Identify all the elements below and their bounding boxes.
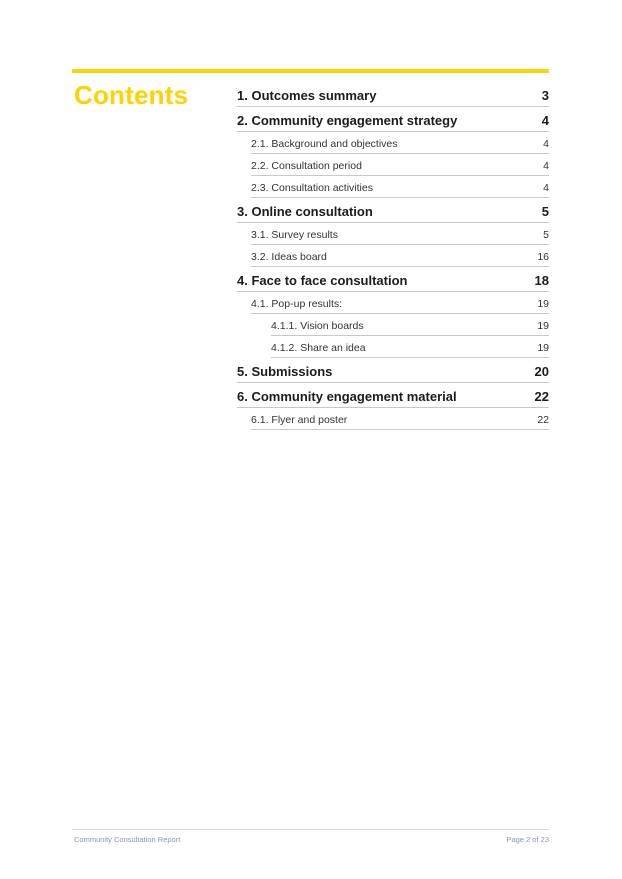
toc-entry[interactable] <box>237 358 549 383</box>
toc-entry-label: 2.2. Consultation period <box>251 160 362 172</box>
toc-entry-page: 4 <box>543 182 549 194</box>
toc-entry[interactable] <box>251 223 549 245</box>
toc-entry-label: 4.1.2. Share an idea <box>271 342 366 354</box>
toc-entry-label: 3. Online consultation <box>237 204 373 219</box>
toc-entry-label: 3.2. Ideas board <box>251 251 327 263</box>
table-of-contents <box>237 82 549 430</box>
toc-entry-page: 5 <box>541 204 549 219</box>
toc-entry[interactable] <box>251 408 549 430</box>
toc-entry-page: 18 <box>534 273 549 288</box>
toc-entry-label: 6.1. Flyer and poster <box>251 414 348 426</box>
toc-entry-label: 5. Submissions <box>237 364 333 379</box>
toc-entry[interactable] <box>237 82 549 107</box>
toc-entry[interactable] <box>251 176 549 198</box>
toc-entry-label: 4. Face to face consultation <box>237 273 408 288</box>
toc-entry[interactable] <box>251 132 549 154</box>
footer-page-number: Page 2 of 23 <box>506 835 549 844</box>
toc-entry-page: 20 <box>534 364 549 379</box>
toc-entry-label: 6. Community engagement material <box>237 389 457 404</box>
footer-divider <box>72 829 549 830</box>
toc-entry-page: 19 <box>537 320 549 332</box>
toc-entry-page: 22 <box>534 389 549 404</box>
toc-entry[interactable] <box>251 292 549 314</box>
toc-entry-label: 4.1.1. Vision boards <box>271 320 364 332</box>
toc-entry[interactable] <box>251 245 549 267</box>
toc-entry-label: 2.1. Background and objectives <box>251 138 398 150</box>
toc-entry[interactable] <box>237 198 549 223</box>
toc-entry-page: 4 <box>543 160 549 172</box>
toc-entry-label: 1. Outcomes summary <box>237 88 377 103</box>
toc-entry[interactable] <box>251 154 549 176</box>
toc-entry-label: 2. Community engagement strategy <box>237 113 458 128</box>
toc-entry-page: 19 <box>537 342 549 354</box>
toc-entry-label: 2.3. Consultation activities <box>251 182 373 194</box>
toc-entry-page: 19 <box>537 298 549 310</box>
page-title: Contents <box>74 80 189 110</box>
top-accent-rule <box>72 69 549 73</box>
toc-entry[interactable] <box>237 267 549 292</box>
toc-entry-page: 22 <box>537 414 549 426</box>
toc-entry-page: 16 <box>537 251 549 263</box>
toc-entry[interactable] <box>271 336 549 358</box>
toc-entry[interactable] <box>271 314 549 336</box>
toc-entry-page: 4 <box>541 113 549 128</box>
toc-entry[interactable] <box>237 383 549 408</box>
toc-entry-label: 3.1. Survey results <box>251 229 338 241</box>
footer-report-title: Community Consultation Report <box>74 835 181 844</box>
toc-entry-page: 3 <box>541 88 549 103</box>
toc-entry-label: 4.1. Pop-up results: <box>251 298 343 310</box>
toc-entry-page: 4 <box>543 138 549 150</box>
toc-entry-page: 5 <box>543 229 549 241</box>
toc-entry[interactable] <box>237 107 549 132</box>
